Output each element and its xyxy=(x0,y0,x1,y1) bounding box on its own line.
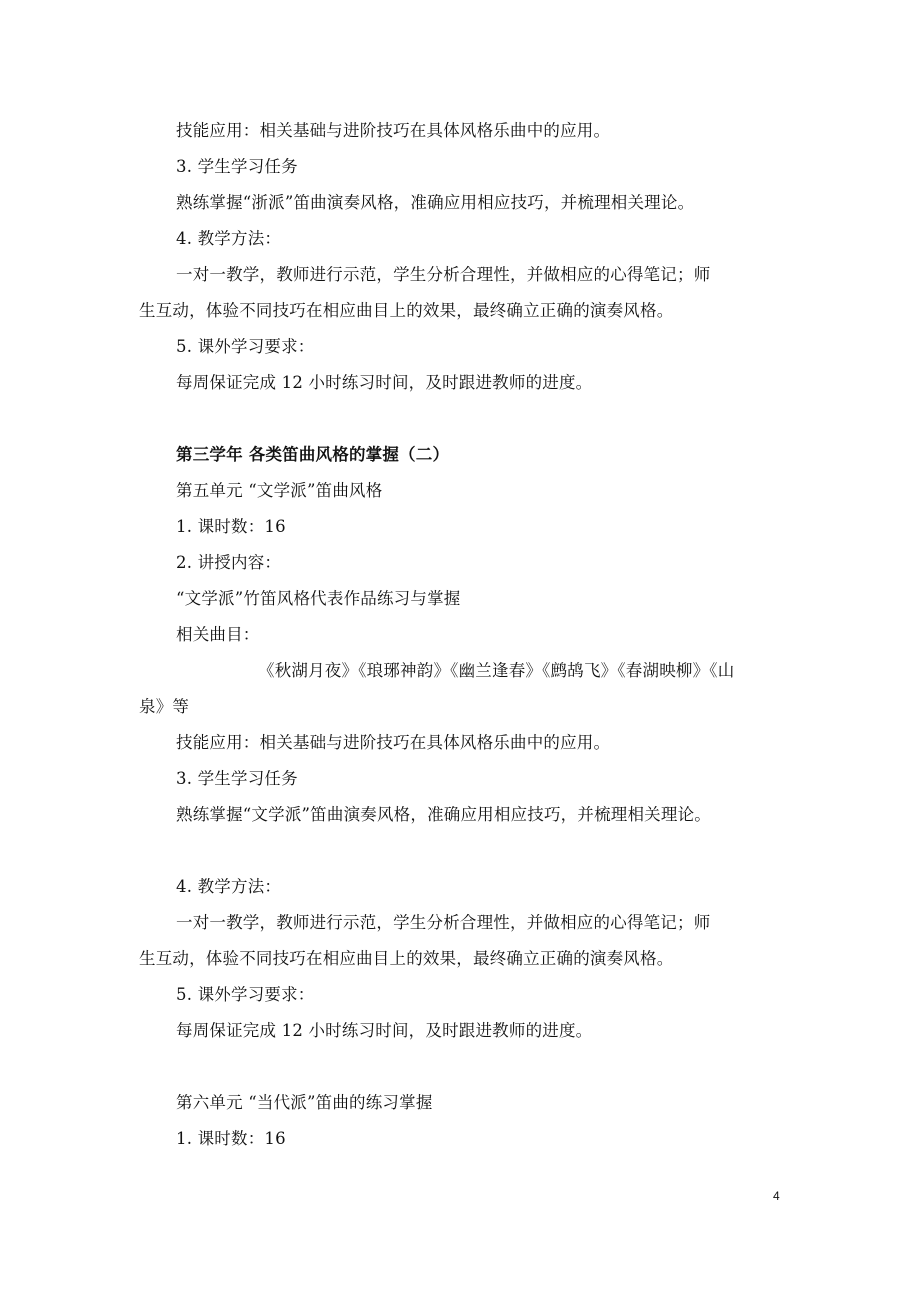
lecture-content-text: “文学派”竹笛风格代表作品练习与掌握 xyxy=(176,589,461,608)
related-pieces-list-line1: 《秋湖月夜》《琅琊神韵》《幽兰逢春》《鹧鸪飞》《春湖映柳》《山 xyxy=(258,661,735,680)
unit-heading: 第五单元 “文学派”笛曲风格 xyxy=(176,481,383,500)
section-heading-teaching-method: 4. 教学方法： xyxy=(176,877,282,896)
teaching-method-text-line2: 生互动，体验不同技巧在相应曲目上的效果，最终确立正确的演奏风格。 xyxy=(139,301,674,320)
unit-heading: 第六单元 “当代派”笛曲的练习掌握 xyxy=(176,1093,433,1112)
related-pieces-label: 相关曲目： xyxy=(176,625,260,644)
page-number: 4 xyxy=(773,1189,780,1203)
teaching-method-text-line1: 一对一教学，教师进行示范，学生分析合理性，并做相应的心得笔记；师 xyxy=(176,265,711,284)
extracurricular-text: 每周保证完成 12 小时练习时间，及时跟进教师的进度。 xyxy=(176,1021,593,1040)
teaching-method-text-line2: 生互动，体验不同技巧在相应曲目上的效果，最终确立正确的演奏风格。 xyxy=(139,949,674,968)
related-pieces-list-line2: 泉》等 xyxy=(139,697,190,716)
skill-application-line: 技能应用：相关基础与进阶技巧在具体风格乐曲中的应用。 xyxy=(176,121,611,140)
section-heading-extracurricular: 5. 课外学习要求： xyxy=(176,337,315,356)
class-hours: 1. 课时数：16 xyxy=(176,517,286,536)
section-heading-student-tasks: 3. 学生学习任务 xyxy=(176,769,298,788)
section-heading-extracurricular: 5. 课外学习要求： xyxy=(176,985,315,1004)
teaching-method-text-line1: 一对一教学，教师进行示范，学生分析合理性，并做相应的心得笔记；师 xyxy=(176,913,711,932)
extracurricular-text: 每周保证完成 12 小时练习时间，及时跟进教师的进度。 xyxy=(176,373,593,392)
section-heading-lecture-content: 2. 讲授内容： xyxy=(176,553,282,572)
year-heading: 第三学年 各类笛曲风格的掌握（二） xyxy=(176,445,450,464)
student-task-text: 熟练掌握“浙派”笛曲演奏风格，准确应用相应技巧，并梳理相关理论。 xyxy=(176,193,695,212)
class-hours: 1. 课时数：16 xyxy=(176,1129,286,1148)
student-task-text: 熟练掌握“文学派”笛曲演奏风格，准确应用相应技巧，并梳理相关理论。 xyxy=(176,805,711,824)
skill-application-line: 技能应用：相关基础与进阶技巧在具体风格乐曲中的应用。 xyxy=(176,733,611,752)
section-heading-teaching-method: 4. 教学方法： xyxy=(176,229,282,248)
section-heading-student-tasks: 3. 学生学习任务 xyxy=(176,157,298,176)
